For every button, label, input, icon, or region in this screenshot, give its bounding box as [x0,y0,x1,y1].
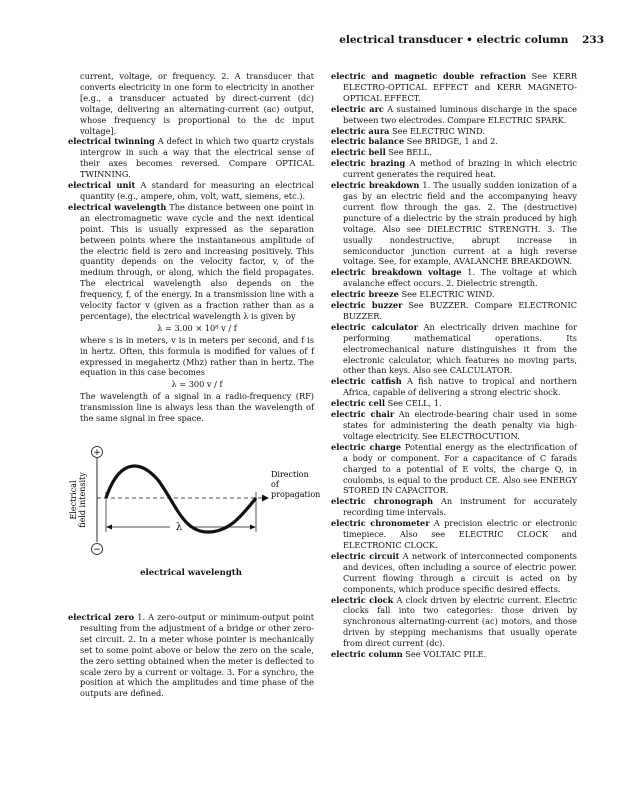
definition: See VOLTAIC PILE. [405,649,487,660]
headword: electric breakdown voltage [331,267,462,278]
dictionary-entry [331,496,577,518]
headword: electric clock [331,594,394,605]
wavelength-diagram [68,432,321,567]
plus-label: + [93,448,101,458]
dictionary-entry [331,595,577,650]
headword: electrical wavelength [68,201,167,212]
headword: electric aura [331,125,390,136]
wavelength-formula-hz: λ = 3.00 × 10⁸ v / f [157,322,237,333]
lambda-arrow-left [106,525,112,530]
left-column [68,71,321,699]
lambda-label: λ [175,522,183,533]
continued-entry-text: current, voltage, or frequency. 2. A transducer that converts electricity in one form to electricity in another [e.g., a transducer actuated by direct-current (dc) voltage, delivering an alternating-current (ac) output, whose frequency is proportional to the dc input voltage]. [80,71,314,136]
headword: electric buzzer [331,300,403,311]
headword: electrical zero [68,612,135,622]
page-number: 233 [582,34,604,46]
dictionary-entry [331,158,577,180]
definition: A clock driven by electric current. Electric clocks fall into two categories: those driven by synchronous alternating-current (ac) motors, and those driven by stepping mechanisms that usually operate from direct current (dc). [343,594,577,649]
definition: 1. The usually sudden ionization of a gas by an electric field and the accompanying heavy current flow through the gas. 2. The (destructive) puncture of a dielectric by the strain produced by high voltage. Also see DIELECTRIC STRENGTH. 3. The usually nondestructive, abrupt increase in semiconductor junction current at a high reverse voltage. See, for example, AVALANCHE BREAKDOWN. [343,180,577,267]
dictionary-entry [331,71,577,104]
definition: An electrode-bearing chair used in some states for administering the death penalty via high-voltage electricity. See ELECTROCUTION. [343,409,577,441]
definition: A network of interconnected components and devices, often including a source of electric power. Current flowing through a circuit is acted on by components, which produce specific desired effects. [343,550,577,594]
definition: See CELL, 1. [387,398,442,409]
right-column [331,71,577,660]
y-label-line1: Electrical [69,480,78,520]
propagation-arrowhead [262,495,269,502]
headword: electrical twinning [68,136,155,147]
definition: A defect in which two quartz crystals intergrow in such a way that the electrical sense of their axes becomes reversed. Compare OPTICAL TWINNING. [80,136,314,180]
direction-label-2: of [271,480,279,489]
headword: electric chronograph [331,496,434,507]
dictionary-entry [331,136,577,147]
entry-electrical-wavelength [68,202,314,322]
definition: See BELL. [388,147,432,158]
dictionary-entry [331,126,577,137]
headword: electric and magnetic double refraction [331,71,527,81]
dictionary-entry [331,398,577,409]
headword: electric breeze [331,289,399,300]
definition: 1. The voltage at which avalanche effect occurs. 2. Dielectric strength. [343,267,577,289]
headword: electric chair [331,409,395,420]
minus-label: − [93,545,101,555]
entry-electrical-twinning [68,136,314,180]
headword: electric brazing [331,158,406,169]
headword: electric column [331,649,403,660]
definition: See KERR ELECTRO-OPTICAL EFFECT and KERR MAGNETO-OPTICAL EFFECT. [343,71,577,103]
definition: See BRIDGE, 1 and 2. [406,136,498,147]
wavelength-figure [68,432,321,602]
headword: electric bell [331,147,386,158]
definition: An electrically driven machine for performing mathematical operations. Its electromechanical nature distinguishes it from the electronic calculator, which features no moving parts, other than keys. Also see CALCULATOR. [343,321,577,376]
lambda-arrow-right [250,525,256,530]
headword: electric catfish [331,376,402,387]
direction-label-3: propagation [271,490,321,499]
dictionary-entry [331,300,577,322]
headword: electric charge [331,441,402,452]
headword: electric calculator [331,321,418,332]
running-header [339,34,604,46]
dictionary-entry [331,376,577,398]
headword: electric chronometer [331,518,430,529]
right-entry-list [331,71,577,660]
dictionary-entry [331,322,577,377]
direction-label-1: Direction [271,470,309,479]
dictionary-entry [331,518,577,551]
figure-caption: electrical wavelength [140,568,242,578]
definition: A fish native to tropical and northern Africa, capable of delivering a strong electric shock. [343,376,577,398]
definition: 1. A zero-output or minimum-output point resulting from the adjustment of a bridge or other zero-set circuit. 2. In a meter whose pointer is mechanically set to some point above or below the zero on the scale, the zero setting obtained when the meter is deflected to scale zero by a current or voltage. 3. For a synchro, the position at which the amplitudes and time phase of the outputs are defined. [80,612,314,699]
definition: A standard for measuring an electrical quantity (e.g., ampere, ohm, volt, watt, siemens, etc.). [80,180,314,201]
definition: See ELECTRIC WIND. [401,289,495,300]
dictionary-entry [331,551,577,595]
headword: electric balance [331,136,405,147]
entry-electrical-zero [68,612,314,699]
headword: electric breakdown [331,180,420,191]
definition: A method of brazing in which electric current generates the required heat. [343,158,577,180]
wavelength-formula-mhz: λ = 300 v / f [171,379,223,390]
dictionary-entry [331,649,577,660]
definition: Potential energy as the electrification of a body or component. For a capacitance of C farads charged to a potential of E volts, the charge Q, in coulombs, is equal to the product CE. Also see ENERGY STORED IN CAPACITOR. [343,441,578,496]
dictionary-entry [331,104,577,126]
dictionary-entry [331,442,577,497]
dictionary-entry [331,267,577,289]
header-title: electrical transducer • electric column [339,34,569,46]
dictionary-entry [331,409,577,442]
y-label-line2: field intensity [78,472,87,528]
formula-explanation-2: The wavelength of a signal in a radio-frequency (RF) transmission line is always less than the wavelength of the same signal in free space. [80,391,314,424]
headword: electric circuit [331,550,400,561]
dictionary-entry [331,289,577,300]
headword: electric cell [331,398,385,409]
dictionary-entry [331,180,577,267]
headword: electrical unit [68,180,136,191]
dictionary-entry [331,147,577,158]
headword: electric arc [331,103,384,114]
definition: A sustained luminous discharge in the space between two electrodes. Compare ELECTRIC SPARK. [343,103,577,125]
formula-explanation: where s is in meters, v is in meters per second, and f is in hertz. Often, this formula is modified for values of f expressed in megahertz (Mhz) rather than in hertz. The equation in this case becomes [80,334,314,378]
definition: The distance between one point in an electromagnetic wave cycle and the next identical point. This is usually expressed as the separation between points where the instantaneous amplitude of the electric field is zero and increasing positively. This quantity depends on the velocity factor, v, of the medium through, or along, which the field propagates. The electrical wavelength also depends on the frequency, f, of the energy. In a transmission line with a velocity factor v (given as a fraction rather than as a percentage), the electrical wavelength λ is given by [80,201,314,321]
definition: An instrument for accurately recording time intervals. [343,496,577,518]
definition: See ELECTRIC WIND. [392,125,486,136]
definition: A precision electric or electronic timepiece. Also see ELECTRIC CLOCK and ELECTRONIC CLOCK. [343,518,578,550]
entry-electrical-unit [68,180,314,202]
definition: See BUZZER. Compare ELECTRONIC BUZZER. [343,300,577,321]
